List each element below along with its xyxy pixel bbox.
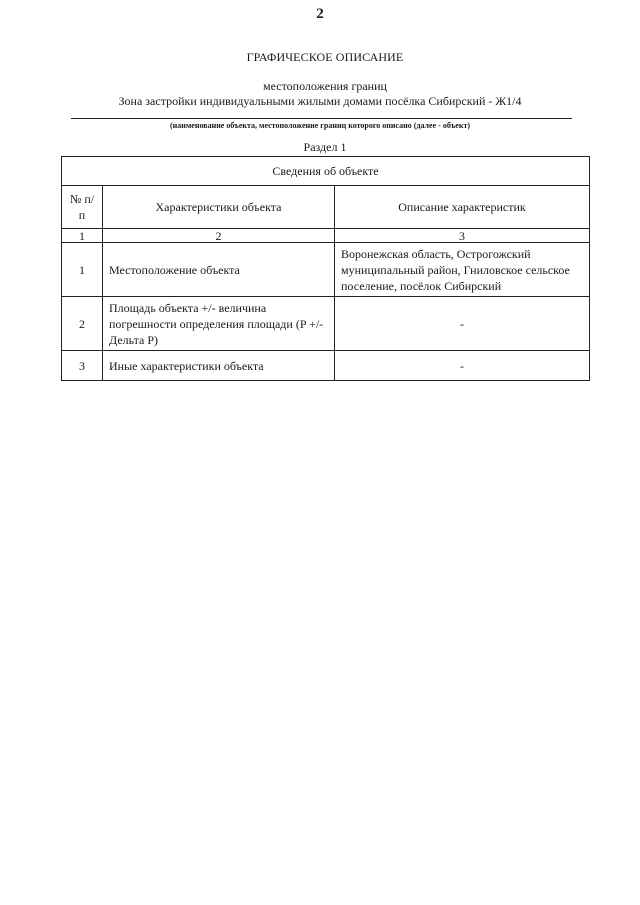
header-number: № п/п <box>62 186 103 229</box>
table-row <box>62 297 590 351</box>
column-number-1: 1 <box>62 229 103 243</box>
column-number-2: 2 <box>103 229 335 243</box>
table-header-row <box>62 186 590 229</box>
row-characteristic: Площадь объекта +/- величина погрешности определения площади (P +/- Дельта P) <box>103 297 335 351</box>
header-description: Описание характеристик <box>335 186 590 229</box>
row-characteristic: Иные характеристики объекта <box>103 351 335 381</box>
row-description: Воронежская область, Острогожский муниципальный район, Гниловское сельское поселение, посёлок Сибирский <box>335 243 590 297</box>
table-row <box>62 243 590 297</box>
column-number-3: 3 <box>335 229 590 243</box>
row-description: - <box>335 297 590 351</box>
document-title: ГРАФИЧЕСКОЕ ОПИСАНИЕ <box>246 50 404 64</box>
object-name-caption: (наименование объекта, местоположение границ которого описано (далее - объект) <box>169 121 471 130</box>
row-number: 1 <box>62 243 103 297</box>
row-description: - <box>335 351 590 381</box>
document-subtitle: местоположения границ <box>263 79 387 93</box>
row-number: 2 <box>62 297 103 351</box>
table-caption-row <box>62 157 590 186</box>
row-number: 3 <box>62 351 103 381</box>
table-caption: Сведения об объекте <box>62 157 590 186</box>
page-number: 2 <box>316 6 324 22</box>
object-name-underline <box>71 118 572 119</box>
row-characteristic: Местоположение объекта <box>103 243 335 297</box>
column-number-row <box>62 229 590 243</box>
object-name: Зона застройки индивидуальными жилыми домами посёлка Сибирский - Ж1/4 <box>118 94 522 108</box>
section-label: Раздел 1 <box>303 140 347 154</box>
header-characteristic: Характеристики объекта <box>103 186 335 229</box>
table-row <box>62 351 590 381</box>
object-info-table <box>61 156 590 381</box>
